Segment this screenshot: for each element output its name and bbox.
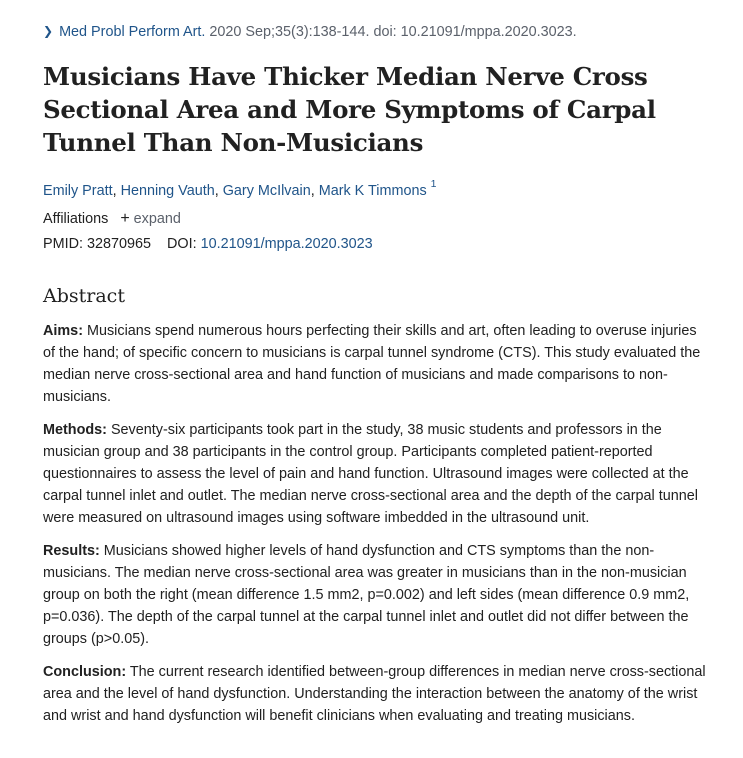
affiliation-superscript[interactable]: 1 bbox=[430, 178, 437, 190]
abstract-heading: Abstract bbox=[43, 285, 125, 307]
affiliations-toggle[interactable] bbox=[43, 209, 181, 229]
doi-link[interactable]: 10.21091/mppa.2020.3023 bbox=[200, 236, 373, 252]
abstract-section-label: Aims: bbox=[43, 323, 83, 339]
plus-icon[interactable]: + bbox=[120, 210, 130, 227]
author-link[interactable]: Mark K Timmons bbox=[318, 182, 427, 199]
abstract-section-text: Musicians showed higher levels of hand dysfunction and CTS symptoms than the non-musicians. The median nerve cross-sectional area was greater in musicians than in the non-musician group on both the right (mean difference 1.5 mm2, p=0.002) and left sides (mean difference 0.9 mm2, p=0.036). The depth of the carpal tunnel at the carpal tunnel inlet and outlet did not differ between the groups (p>0.05). bbox=[43, 543, 690, 647]
author-separator: , bbox=[112, 182, 121, 199]
author-separator: , bbox=[214, 182, 223, 199]
affiliations-label: Affiliations bbox=[43, 211, 109, 227]
chevron-right-icon[interactable]: ❯ bbox=[43, 24, 54, 38]
abstract-section-label: Methods: bbox=[43, 422, 107, 438]
author-link[interactable]: Emily Pratt bbox=[43, 182, 113, 199]
article-identifiers bbox=[43, 234, 373, 254]
author-separator: , bbox=[310, 182, 319, 199]
abstract-section-results bbox=[43, 540, 708, 650]
expand-link[interactable]: expand bbox=[133, 211, 181, 227]
journal-link[interactable]: Med Probl Perform Art. bbox=[59, 24, 206, 40]
pmid-value: 32870965 bbox=[86, 236, 152, 252]
abstract-section-text: Musicians spend numerous hours perfecting their skills and art, often leading to overuse injuries of the hand; of specific concern to musicians is carpal tunnel syndrome (CTS). This study evaluated the median nerve cross-sectional area and hand function of musicians and made comparisons to non-musicians. bbox=[43, 323, 701, 405]
article-title: Musicians Have Thicker Median Nerve Cross Sectional Area and More Symptoms of Carpal Tunnel Than Non-Musicians bbox=[43, 62, 656, 157]
doi-label: DOI: bbox=[167, 236, 197, 252]
author-list bbox=[43, 176, 437, 201]
abstract-section-conclusion bbox=[43, 661, 708, 727]
citation-line bbox=[43, 22, 577, 42]
abstract-body bbox=[43, 320, 708, 738]
author-link[interactable]: Henning Vauth bbox=[120, 182, 215, 199]
abstract-section-label: Results: bbox=[43, 543, 100, 559]
abstract-section-aims bbox=[43, 320, 708, 408]
abstract-section-label: Conclusion: bbox=[43, 664, 127, 680]
author-link[interactable]: Gary McIlvain bbox=[222, 182, 311, 199]
citation-details: 2020 Sep;35(3):138-144. doi: 10.21091/mppa.2020.3023. bbox=[209, 24, 577, 40]
abstract-section-text: Seventy-six participants took part in the study, 38 music students and professors in the musician group and 38 participants in the control group. Participants completed patient-reported questionnaires to assess the level of pain and hand function. Ultrasound images were collected at the carpal tunnel inlet and outlet. The median nerve cross-sectional area and the depth of the carpal tunnel were measured on ultrasound images using software imbedded in the ultrasound unit. bbox=[43, 422, 698, 526]
abstract-section-methods bbox=[43, 419, 708, 529]
abstract-section-text: The current research identified between-group differences in median nerve cross-sectional area and the level of hand dysfunction. Understanding the interaction between the anatomy of the wrist and wrist and hand dysfunction will benefit clinicians when evaluating and treating musicians. bbox=[43, 664, 706, 724]
pmid-label: PMID: bbox=[43, 236, 83, 252]
